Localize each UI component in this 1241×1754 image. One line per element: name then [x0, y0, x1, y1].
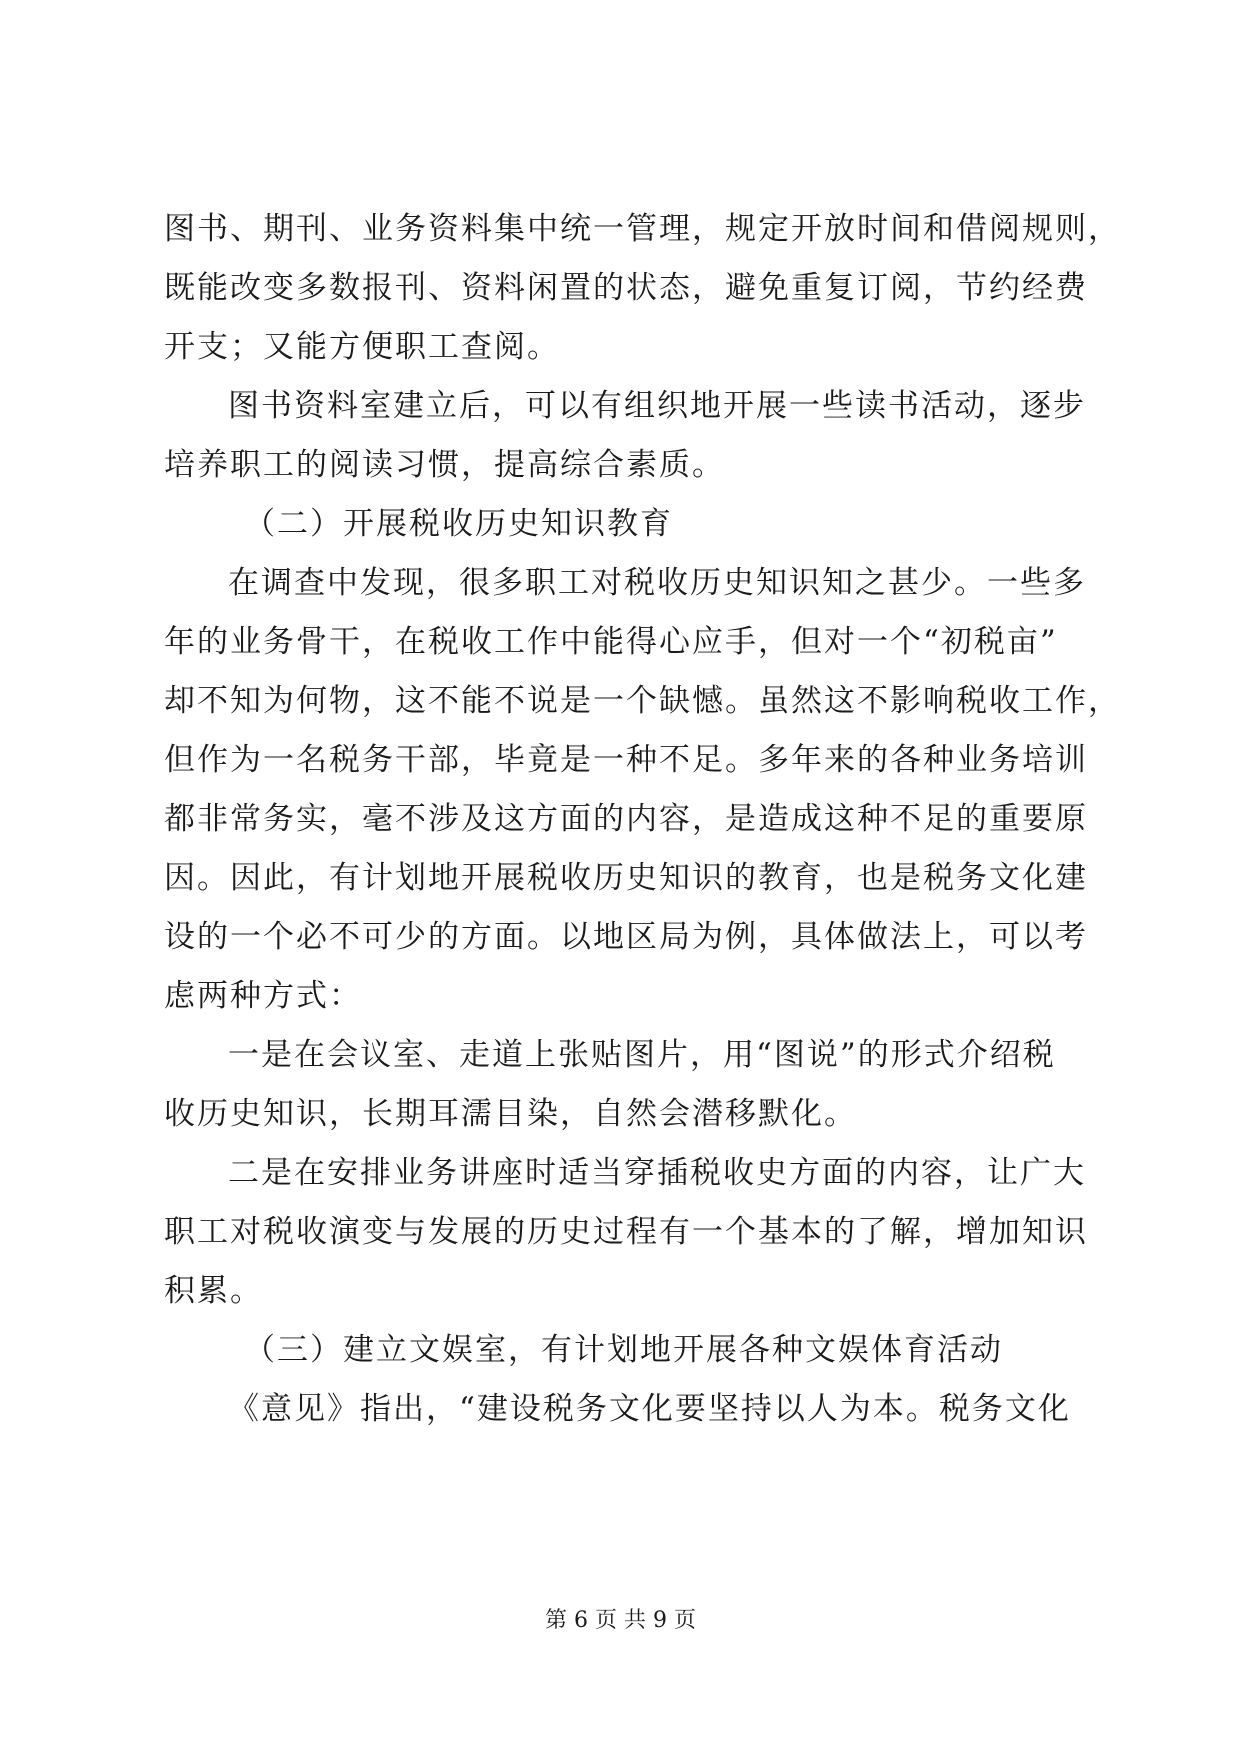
- section-heading: （二）开展税收历史知识教育: [244, 506, 673, 542]
- text-line: 但作为一名税务干部，毕竟是一种不足。多年来的各种业务培训: [164, 742, 1088, 778]
- paragraph-start-line: 图书资料室建立后，可以有组织地开展一些读书活动，逐步: [228, 388, 1086, 424]
- text-line: 却不知为何物，这不能不说是一个缺憾。虽然这不影响税收工作，: [164, 683, 1121, 719]
- text-line: 虑两种方式：: [164, 978, 362, 1014]
- text-line: 既能改变多数报刊、资料闲置的状态，避免重复订阅，节约经费: [164, 270, 1088, 306]
- paragraph-start-line: 《意见》指出，“建设税务文化要坚持以人为本。税务文化: [228, 1391, 1071, 1427]
- section-heading: （三）建立文娱室，有计划地开展各种文娱体育活动: [244, 1332, 1003, 1368]
- text-line: 积累。: [164, 1273, 263, 1309]
- paragraph-start-line: 在调查中发现，很多职工对税收历史知识知之甚少。一些多: [228, 565, 1086, 601]
- text-line: 因。因此，有计划地开展税收历史知识的教育，也是税务文化建: [164, 860, 1088, 896]
- text-line: 图书、期刊、业务资料集中统一管理，规定开放时间和借阅规则，: [164, 211, 1121, 247]
- text-line: 年的业务骨干，在税收工作中能得心应手，但对一个“初税亩”: [164, 624, 1058, 660]
- text-line: 开支；又能方便职工查阅。: [164, 329, 560, 365]
- document-body: [164, 200, 1121, 1439]
- page-number-footer: 第 6 页 共 9 页: [545, 1608, 696, 1633]
- paragraph-start-line: 二是在安排业务讲座时适当穿插税收史方面的内容，让广大: [228, 1155, 1086, 1191]
- paragraph-start-line: 一是在会议室、走道上张贴图片，用“图说”的形式介绍税: [228, 1037, 1056, 1073]
- text-line: 收历史知识，长期耳濡目染，自然会潜移默化。: [164, 1096, 857, 1132]
- text-line: 职工对税收演变与发展的历史过程有一个基本的了解，增加知识: [164, 1214, 1088, 1250]
- text-line: 培养职工的阅读习惯，提高综合素质。: [164, 447, 725, 483]
- text-line: 设的一个必不可少的方面。以地区局为例，具体做法上，可以考: [164, 919, 1088, 955]
- text-line: 都非常务实，毫不涉及这方面的内容，是造成这种不足的重要原: [164, 801, 1088, 837]
